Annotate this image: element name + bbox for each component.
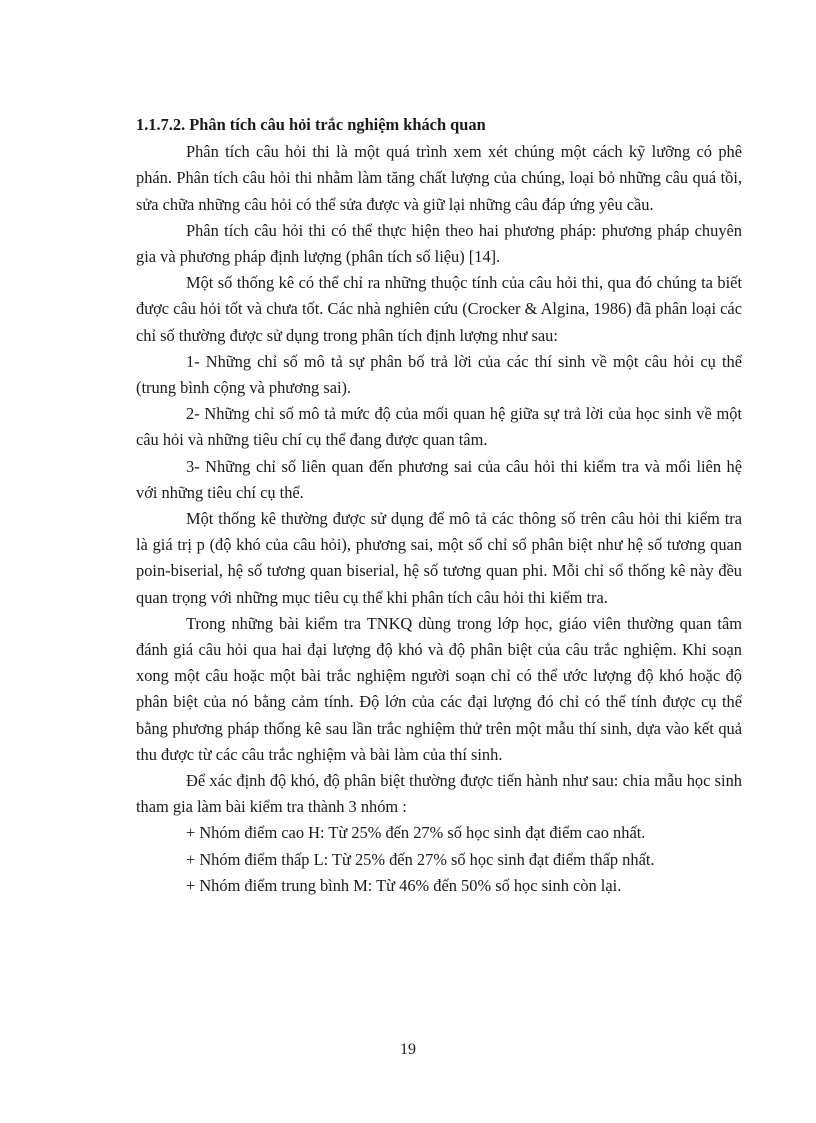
group-high-item: + Nhóm điểm cao H: Từ 25% đến 27% số học sinh đạt điểm cao nhất. [186, 823, 646, 843]
paragraph-4: Một thống kê thường được sử dụng để mô tả các thông số trên câu hỏi thi kiểm tra là giá trị p (độ khó của câu hỏi), phương sai, một số chỉ số phân biệt như hệ số tương quan poin-biserial, hệ số tương quan biserial, hệ số tương quan phi. Mỗi chỉ số thống kê này đều quan trọng với những mục tiêu cụ thể khi phân tích câu hỏi thi kiểm tra. [136, 509, 742, 607]
index-item-1: 1- Những chỉ số mô tả sự phân bố trả lời của các thí sinh về một câu hỏi cụ thể (trung bình cộng và phương sai). [136, 351, 742, 398]
page-number: 19 [400, 1041, 416, 1058]
paragraph-3: Một số thống kê có thể chỉ ra những thuộc tính của câu hỏi thi, qua đó chúng ta biết được câu hỏi tốt và chưa tốt. Các nhà nghiên cứu (Crocker & Algina, 1986) đã phân loại các chỉ số thường được sử dụng trong phân tích định lượng như sau: [136, 273, 742, 345]
group-low-item: + Nhóm điểm thấp L: Từ 25% đến 27% số học sinh đạt điểm thấp nhất. [186, 849, 655, 869]
paragraph-6: Để xác định độ khó, độ phân biệt thường được tiến hành như sau: chia mẫu học sinh tham gia làm bài kiểm tra thành 3 nhóm : [136, 771, 742, 817]
paragraph-2: Phân tích câu hỏi thi có thể thực hiện theo hai phương pháp: phương pháp chuyên gia và phương pháp định lượng (phân tích số liệu) [14]. [136, 220, 742, 267]
section-heading: 1.1.7.2. Phân tích câu hỏi trắc nghiệm khách quan [136, 115, 486, 134]
index-item-3: 3- Những chỉ số liên quan đến phương sai của câu hỏi thi kiểm tra và mối liên hệ với những tiêu chí cụ thể. [136, 456, 742, 502]
group-middle-item: + Nhóm điểm trung bình M: Từ 46% đến 50% số học sinh còn lại. [186, 875, 622, 895]
index-item-2: 2- Những chỉ số mô tả mức độ của mối quan hệ giữa sự trả lời của học sinh về một câu hỏi và những tiêu chí cụ thể đang được quan tâm. [136, 404, 742, 450]
paragraph-1: Phân tích câu hỏi thi là một quá trình xem xét chúng một cách kỹ lưỡng có phê phán. Phân tích câu hỏi thi nhằm làm tăng chất lượng của chúng, loại bỏ những câu quá tồi, sửa chữa những câu hỏi có thể sửa được và giữ lại những câu đáp ứng yêu cầu. [136, 142, 742, 214]
page-content [136, 112, 742, 899]
paragraph-5: Trong những bài kiểm tra TNKQ dùng trong lớp học, giáo viên thường quan tâm đánh giá câu hỏi qua hai đại lượng độ khó và độ phân biệt của câu trắc nghiệm. Khi soạn xong một câu hoặc một bài trắc nghiệm người soạn chỉ có thể ước lượng độ khó hoặc độ phân biệt của nó bằng cảm tính. Độ lớn của các đại lượng đó chỉ có thể tính được cụ thể bằng phương pháp thống kê sau lần trắc nghiệm thử trên một mẫu thí sinh, dựa vào kết quả thu được từ các câu trắc nghiệm và bài làm của thí sinh. [136, 613, 742, 764]
